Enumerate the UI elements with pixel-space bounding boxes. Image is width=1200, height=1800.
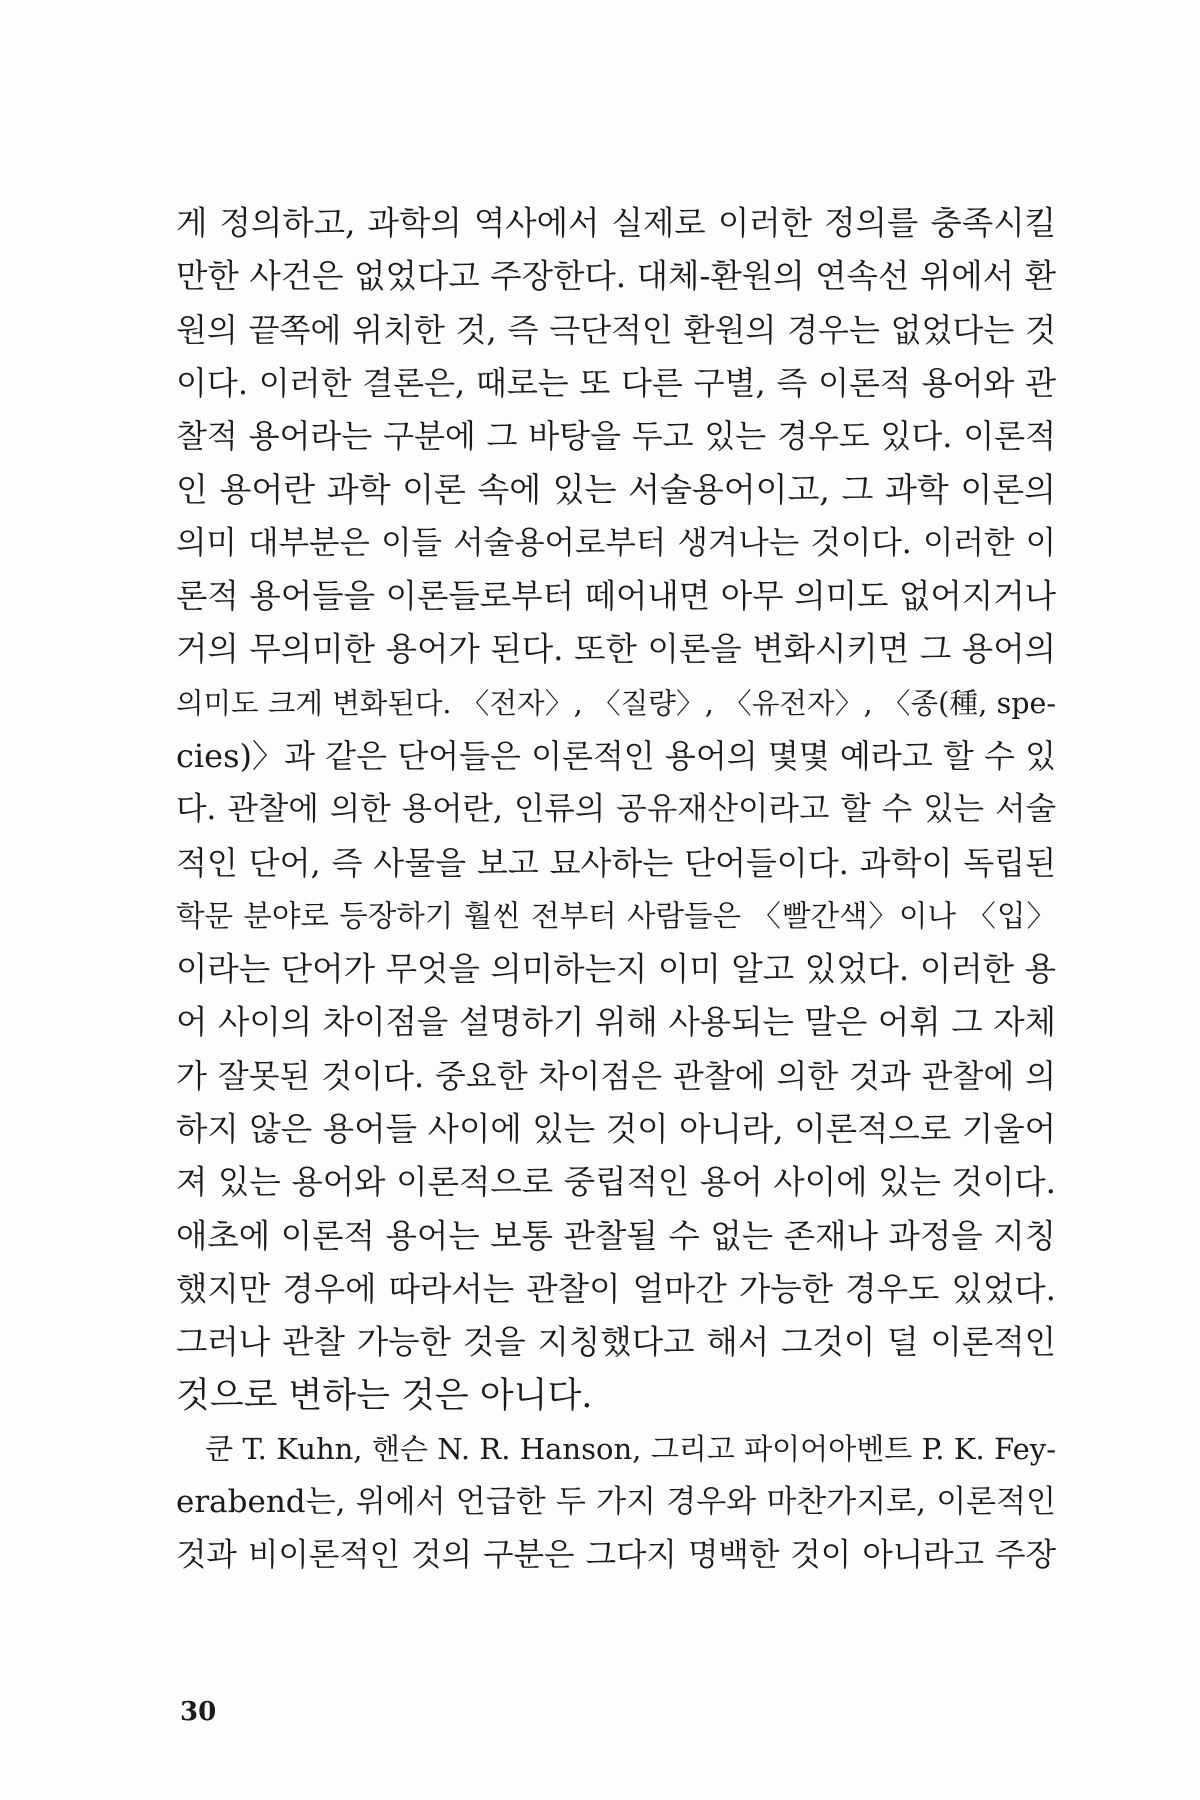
body-text	[176, 197, 1056, 1583]
text-line: 이라는 단어가 무엇을 의미하는지 이미 알고 있었다. 이러한 용	[176, 950, 1056, 989]
text-line: 다. 관찰에 의한 용어란, 인류의 공유재산이라고 할 수 있는 서술	[176, 791, 1056, 828]
text-line: 만한 사건은 없었다고 주장한다. 대체-환원의 연속선 위에서 환	[176, 257, 1056, 296]
text-line: 것으로 변하는 것은 아니다.	[176, 1375, 593, 1416]
text-line: 인 용어란 과학 이론 속에 있는 서술용어이고, 그 과학 이론의	[176, 470, 1056, 510]
text-line: 가 잘못된 것이다. 중요한 차이점은 관찰에 의한 것과 관찰에 의	[176, 1056, 1056, 1095]
text-line: 거의 무의미한 용어가 된다. 또한 이론을 변화시키면 그 용어의	[176, 630, 1056, 669]
text-line: 것과 비이론적인 것의 구분은 그다지 명백한 것이 아니라고 주장	[176, 1537, 1056, 1574]
text-line: erabend는, 위에서 언급한 두 가지 경우와 마찬가지로, 이론적인	[176, 1484, 1056, 1521]
text-line: 어 사이의 차이점을 설명하기 위해 사용되는 말은 어휘 그 자체	[176, 1003, 1056, 1042]
text-line: 론적 용어들을 이론들로부터 떼어내면 아무 의미도 없어지거나	[176, 577, 1056, 616]
text-line: 하지 않은 용어들 사이에 있는 것이 아니라, 이론적으로 기울어	[176, 1110, 1056, 1149]
text-line: 애초에 이론적 용어는 보통 관찰될 수 없는 존재나 과정을 지칭	[176, 1216, 1056, 1255]
text-line: 했지만 경우에 따라서는 관찰이 얼마간 가능한 경우도 있었다.	[176, 1269, 1056, 1308]
text-line: 학문 분야로 등장하기 훨씬 전부터 사람들은 〈빨간색〉이나 〈입〉	[176, 898, 1056, 933]
text-line: 이다. 이러한 결론은, 때로는 또 다른 구별, 즉 이론적 용어와 관	[176, 363, 1056, 402]
text-line: 그러나 관찰 가능한 것을 지칭했다고 해서 그것이 덜 이론적인	[176, 1323, 1056, 1362]
text-line: 적인 단어, 즉 사물을 보고 묘사하는 단어들이다. 과학이 독립된	[176, 843, 1056, 882]
text-line: 원의 끝쪽에 위치한 것, 즉 극단적인 환원의 경우는 없었다는 것	[176, 310, 1056, 349]
text-line: 져 있는 용어와 이론적으로 중립적인 용어 사이에 있는 것이다.	[176, 1163, 1056, 1202]
text-line: 쿤 T. Kuhn, 핸슨 N. R. Hanson, 그리고 파이어아벤트 P. K. Fey-	[176, 1431, 1056, 1466]
page-number: 30	[180, 1697, 217, 1727]
text-line: 의미 대부분은 이들 서술용어로부터 생겨나는 것이다. 이러한 이	[176, 524, 1056, 561]
text-line: cies)〉과 같은 단어들은 이론적인 용어의 몇몇 예라고 할 수 있	[176, 736, 1056, 775]
text-line: 찰적 용어라는 구분에 그 바탕을 두고 있는 경우도 있다. 이론적	[176, 417, 1056, 456]
text-line: 의미도 크게 변화된다. 〈전자〉, 〈질량〉, 〈유전자〉, 〈종(種, spe-	[176, 686, 1056, 720]
text-line: 게 정의하고, 과학의 역사에서 실제로 이러한 정의를 충족시킬	[176, 204, 1056, 242]
